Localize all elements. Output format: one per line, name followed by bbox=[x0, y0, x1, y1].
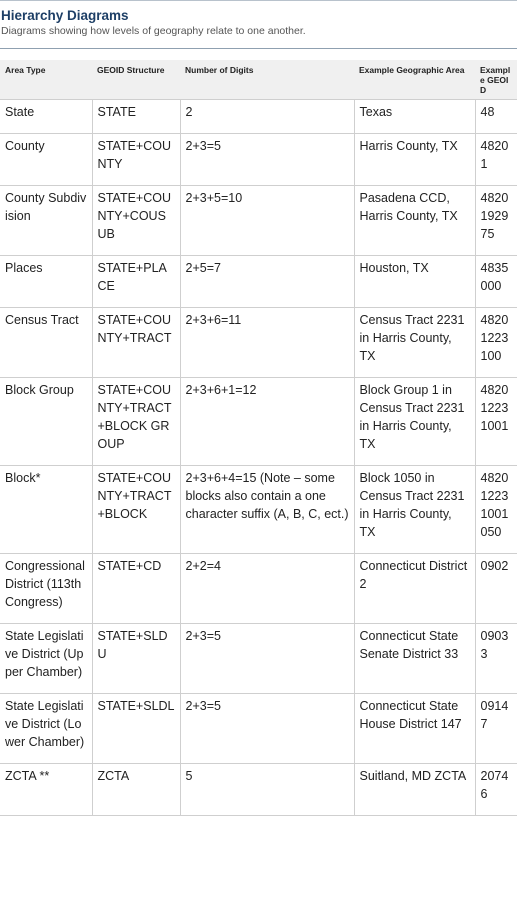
page-title: Hierarchy Diagrams bbox=[1, 8, 129, 23]
area-type-cell: Places bbox=[0, 256, 92, 308]
example-area-cell: Pasadena CCD, Harris County, TX bbox=[354, 186, 475, 256]
example-geoid-cell: 0902 bbox=[475, 554, 517, 624]
number-of-digits-cell: 2+5=7 bbox=[180, 256, 354, 308]
top-rule bbox=[0, 0, 517, 1]
table-row bbox=[0, 466, 517, 554]
number-of-digits-cell: 5 bbox=[180, 764, 354, 816]
geoid-structure-cell: STATE+SLDL bbox=[92, 694, 180, 764]
example-area-cell: Texas bbox=[354, 100, 475, 134]
header-divider bbox=[0, 48, 517, 49]
example-geoid-cell: 4820192975 bbox=[475, 186, 517, 256]
example-area-cell: Houston, TX bbox=[354, 256, 475, 308]
example-geoid-cell: 482012231001 bbox=[475, 378, 517, 466]
example-area-cell: Census Tract 2231 in Harris County, TX bbox=[354, 308, 475, 378]
table-row bbox=[0, 378, 517, 466]
table-row bbox=[0, 134, 517, 186]
geoid-structure-cell: STATE+COUNTY+TRACT+BLOCK GROUP bbox=[92, 378, 180, 466]
table-row bbox=[0, 308, 517, 378]
number-of-digits-cell: 2+3+5=10 bbox=[180, 186, 354, 256]
area-type-cell: Block* bbox=[0, 466, 92, 554]
geoid-structure-cell: STATE+SLDU bbox=[92, 624, 180, 694]
area-type-cell: ZCTA ** bbox=[0, 764, 92, 816]
geoid-structure-cell: STATE bbox=[92, 100, 180, 134]
example-geoid-cell: 48 bbox=[475, 100, 517, 134]
example-area-cell: Connecticut State Senate District 33 bbox=[354, 624, 475, 694]
column-header-area-type: Area Type bbox=[0, 60, 92, 100]
table-row bbox=[0, 764, 517, 816]
number-of-digits-cell: 2 bbox=[180, 100, 354, 134]
page-header bbox=[0, 8, 517, 37]
area-type-cell: State Legislative District (Upper Chamber) bbox=[0, 624, 92, 694]
area-type-cell: Block Group bbox=[0, 378, 92, 466]
example-geoid-cell: 4835000 bbox=[475, 256, 517, 308]
geoid-structure-cell: STATE+CD bbox=[92, 554, 180, 624]
example-geoid-cell: 20746 bbox=[475, 764, 517, 816]
geoid-structure-cell: STATE+PLACE bbox=[92, 256, 180, 308]
geoid-structure-cell: STATE+COUNTY+COUSUB bbox=[92, 186, 180, 256]
area-type-cell: State bbox=[0, 100, 92, 134]
column-header-geoid-structure: GEOID Structure bbox=[92, 60, 180, 100]
number-of-digits-cell: 2+3+6=11 bbox=[180, 308, 354, 378]
table-row bbox=[0, 186, 517, 256]
geography-hierarchy-table bbox=[0, 60, 517, 816]
table-row bbox=[0, 100, 517, 134]
example-geoid-cell: 09147 bbox=[475, 694, 517, 764]
number-of-digits-cell: 2+2=4 bbox=[180, 554, 354, 624]
table-row bbox=[0, 554, 517, 624]
column-header-number-of-digits: Number of Digits bbox=[180, 60, 354, 100]
example-area-cell: Connecticut District 2 bbox=[354, 554, 475, 624]
column-header-example-area: Example Geographic Area bbox=[354, 60, 475, 100]
geoid-structure-cell: ZCTA bbox=[92, 764, 180, 816]
area-type-cell: Congressional District (113th Congress) bbox=[0, 554, 92, 624]
number-of-digits-cell: 2+3=5 bbox=[180, 694, 354, 764]
example-area-cell: Connecticut State House District 147 bbox=[354, 694, 475, 764]
example-area-cell: Suitland, MD ZCTA bbox=[354, 764, 475, 816]
geoid-structure-cell: STATE+COUNTY bbox=[92, 134, 180, 186]
area-type-cell: Census Tract bbox=[0, 308, 92, 378]
page-subtitle: Diagrams showing how levels of geography relate to one another. bbox=[1, 25, 306, 37]
table-header-row bbox=[0, 60, 517, 100]
example-geoid-cell: 48201223100 bbox=[475, 308, 517, 378]
number-of-digits-cell: 2+3+6+1=12 bbox=[180, 378, 354, 466]
column-header-example-geoid: Example GEOID bbox=[475, 60, 517, 100]
table-row bbox=[0, 256, 517, 308]
area-type-cell: County Subdivision bbox=[0, 186, 92, 256]
example-geoid-cell: 09033 bbox=[475, 624, 517, 694]
example-area-cell: Block Group 1 in Census Tract 2231 in Harris County, TX bbox=[354, 378, 475, 466]
area-type-cell: County bbox=[0, 134, 92, 186]
number-of-digits-cell: 2+3=5 bbox=[180, 134, 354, 186]
table-row bbox=[0, 694, 517, 764]
number-of-digits-cell: 2+3+6+4=15 (Note – some blocks also contain a one character suffix (A, B, C, ect.) bbox=[180, 466, 354, 554]
geoid-structure-cell: STATE+COUNTY+TRACT+BLOCK bbox=[92, 466, 180, 554]
area-type-cell: State Legislative District (Lower Chamber) bbox=[0, 694, 92, 764]
table-row bbox=[0, 624, 517, 694]
geoid-structure-cell: STATE+COUNTY+TRACT bbox=[92, 308, 180, 378]
example-area-cell: Block 1050 in Census Tract 2231 in Harris County, TX bbox=[354, 466, 475, 554]
number-of-digits-cell: 2+3=5 bbox=[180, 624, 354, 694]
example-geoid-cell: 482012231001050 bbox=[475, 466, 517, 554]
example-geoid-cell: 48201 bbox=[475, 134, 517, 186]
example-area-cell: Harris County, TX bbox=[354, 134, 475, 186]
